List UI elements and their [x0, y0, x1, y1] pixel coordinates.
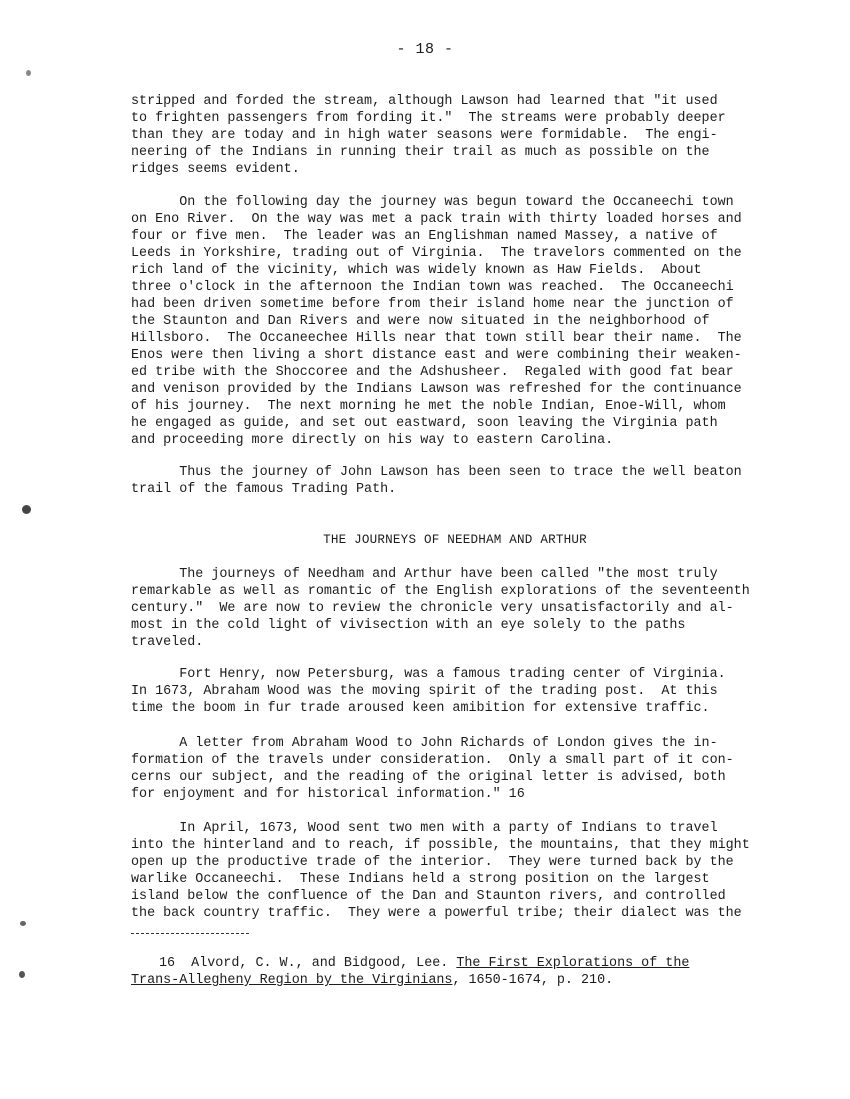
paragraph-lawson-conclusion: Thus the journey of John Lawson has been seen to trace the well beaton trail of the famous Trading Path.	[131, 465, 742, 497]
paragraph-occaneechi-town: On the following day the journey was begun toward the Occaneechi town on Eno River. On the way was met a pack train with thirty loaded horses and four or five men. The leader was an Englishman named Massey, a native of Leeds in Yorkshire, trading out of Virginia. The travelors commented on the rich land of the vicinity, which was widely known as Haw Fields. About three o'clock in the afternoon the Indian town was reached. The Occaneechi had been driven sometime before from their island home near the junction of the Staunton and Dan Rivers and were now situated in the neighborhood of Hillsboro. The Occaneechee Hills near that town still bear their name. The Enos were then living a short distance east and were combining their weaken- ed tribe with the Shoccoree and the Adshusheer. Regaled with good fat bear and venison provided by the Indians Lawson was refreshed for the continuance of his journey. The next morning he met the noble Indian, Enoe-Will, whom he engaged as guide, and set out eastward, soon leaving the Virginia path and proceeding more directly on his way to eastern Carolina.	[131, 195, 742, 448]
binder-hole-mark	[22, 505, 31, 514]
page-number: - 18 -	[396, 41, 454, 58]
margin-speck-mark	[26, 70, 31, 76]
footnote-line-2	[131, 972, 781, 989]
footnote-line-1	[131, 955, 781, 972]
paragraph-april-1673: In April, 1673, Wood sent two men with a party of Indians to travel into the hinterland and to reach, if possible, the mountains, that they might open up the productive trade of the interior. They were turned back by the warlike Occaneechi. These Indians held a strong position on the largest island below the confluence of the Dan and Staunton rivers, and controlled the back country traffic. They were a powerful tribe; their dialect was the	[131, 821, 750, 921]
margin-speck-mark	[19, 971, 25, 978]
footnote-title-line-2: Trans-Allegheny Region by the Virginians	[131, 973, 453, 988]
paragraph-fort-henry: Fort Henry, now Petersburg, was a famous trading center of Virginia. In 1673, Abraham Wood was the moving spirit of the trading post. At this time the boom in fur trade aroused keen amibition for extensive traffic.	[131, 667, 726, 716]
footnote-rest: , 1650-1674, p. 210.	[452, 973, 614, 988]
footnote-title-line-1: The First Explorations of the	[456, 956, 690, 971]
footnote-number: 16	[159, 956, 176, 971]
paragraph-wood-letter: A letter from Abraham Wood to John Richards of London gives the in- formation of the travels under consideration. Only a small part of it con- cerns our subject, and the reading of the original letter is advised, both for enjoyment and for historical information." 16	[131, 736, 734, 802]
paragraph-needham-arthur-intro: The journeys of Needham and Arthur have been called "the most truly remarkable as well as romantic of the English explorations of the seventeenth century." We are now to review the chronicle very unsatisfactorily and al- most in the cold light of vivisection with an eye solely to the paths traveled.	[131, 567, 750, 650]
margin-speck-mark	[20, 921, 26, 926]
section-heading: THE JOURNEYS OF NEEDHAM AND ARTHUR	[323, 533, 587, 547]
paragraph-lawson-stream: stripped and forded the stream, although Lawson had learned that "it used to frighten passengers from fording it." The streams were probably deeper than they are today and in high water seasons were formidable. The engi- neering of the Indians in running their trail as much as possible on the ridges seems evident.	[131, 94, 726, 177]
footnote-authors: Alvord, C. W., and Bidgood, Lee.	[191, 956, 449, 971]
footnote-divider	[131, 933, 249, 934]
footnote	[131, 955, 781, 989]
